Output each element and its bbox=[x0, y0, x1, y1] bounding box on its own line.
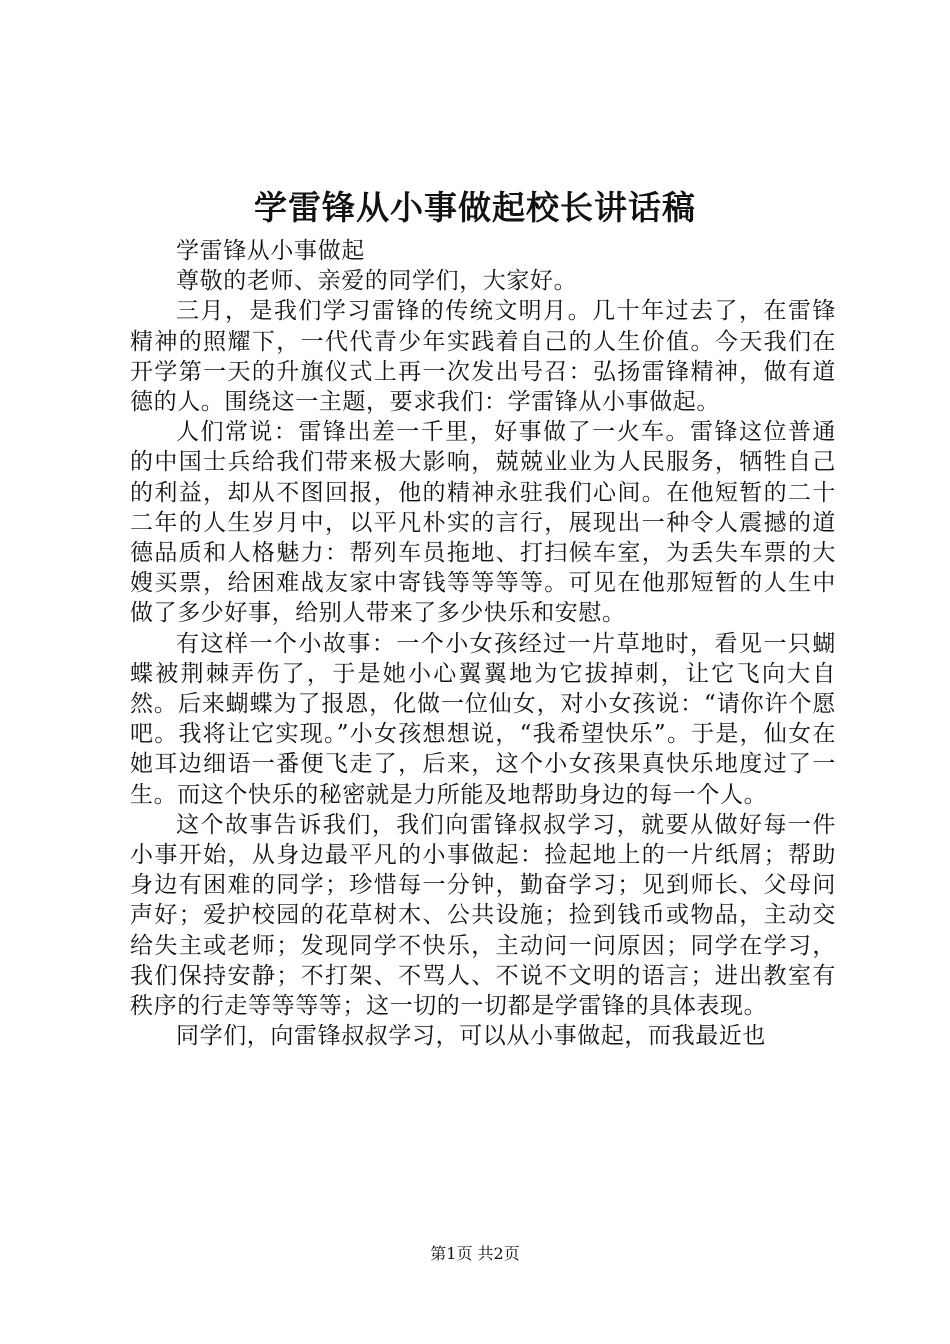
page-number-footer: 第1页 共2页 bbox=[430, 1244, 520, 1263]
paragraph-subtitle: 学雷锋从小事做起 bbox=[176, 238, 365, 264]
paragraph: 人们常说：雷锋出差一千里，好事做了一火车。雷锋这位普通的中国士兵给我们带来极大影响，兢兢业业为人民服务，牺牲自己的利益，却从不图回报，他的精神永驻我们心间。在他短暂的二十二年的人生岁月中，以平凡朴实的言行，展现出一种令人震撼的道德品质和人格魅力：帮列车员拖地、打扫候车室，为丢失车票的大嫂买票，给困难战友家中寄钱等等等等。可见在他那短暂的人生中做了多少好事，给别人带来了多少快乐和安慰。 bbox=[130, 419, 836, 627]
document-title: 学雷锋从小事做起校长讲话稿 bbox=[254, 188, 696, 227]
paragraph-greeting: 尊敬的老师、亲爱的同学们，大家好。 bbox=[176, 268, 578, 295]
paragraph: 三月，是我们学习雷锋的传统文明月。几十年过去了，在雷锋精神的照耀下，一代代青少年实践着自己的人生价值。今天我们在开学第一天的升旗仪式上再一次发出号召：弘扬雷锋精神，做有道德的人。围绕这一主题，要求我们：学雷锋从小事做起。 bbox=[130, 298, 836, 416]
paragraph: 有这样一个小故事：一个小女孩经过一片草地时，看见一只蝴蝶被荆棘弄伤了，于是她小心翼翼地为它拔掉刺，让它飞向大自然。后来蝴蝶为了报恩，化做一位仙女，对小女孩说：“请你许个愿吧。我将让它实现。”小女孩想想说，“我希望快乐”。于是，仙女在她耳边细语一番便飞走了，后来，这个小女孩果真快乐地度过了一生。而这个快乐的秘密就是力所能及地帮助身边的每一个人。 bbox=[130, 630, 836, 808]
document-body bbox=[130, 236, 836, 1051]
paragraph: 同学们，向雷锋叔叔学习，可以从小事做起，而我最近也 bbox=[176, 1023, 766, 1050]
paragraph: 这个故事告诉我们，我们向雷锋叔叔学习，就要从做好每一件小事开始，从身边最平凡的小事做起：捡起地上的一片纸屑；帮助身边有困难的同学；珍惜每一分钟，勤奋学习；见到师长、父母问声好；爱护校园的花草树木、公共设施；捡到钱币或物品，主动交给失主或老师；发现同学不快乐，主动问一问原因；同学在学习，我们保持安静；不打架、不骂人、不说不文明的语言；进出教室有秩序的行走等等等等；这一切的一切都是学雷锋的具体表现。 bbox=[130, 811, 836, 1020]
